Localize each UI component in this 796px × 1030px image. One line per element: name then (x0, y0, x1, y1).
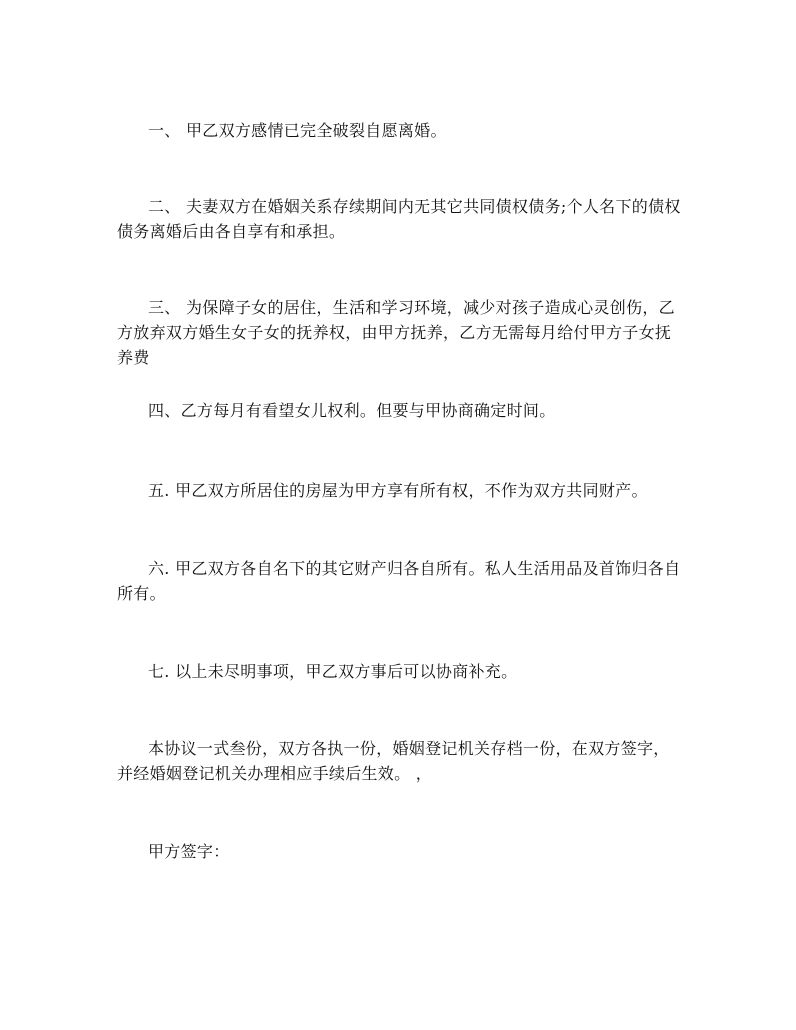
clause-7: 七. 以上未尽明事项，甲乙双方事后可以协商补充。 (148, 662, 518, 681)
clause-2: 二、 夫妻双方在婚姻关系存续期间内无其它共同债权债务;个人名下的债权债务离婚后由各自享有和承担。 (117, 197, 681, 241)
closing-paragraph: 本协议一式叁份，双方各执一份，婚姻登记机关存档一份，在双方签字，并经婚姻登记机关办理相应手续后生效。 ， (117, 739, 670, 783)
signature-label: 甲方签字： (148, 842, 230, 861)
clause-5: 五. 甲乙双方所居住的房屋为甲方享有所有权，不作为双方共同财产。 (148, 481, 648, 500)
clause-4: 四、乙方每月有看望女儿权利。但要与甲协商确定时间。 (148, 401, 556, 420)
clause-6: 六. 甲乙双方各自名下的其它财产归各自所有。私人生活用品及首饰归各自所有。 (117, 559, 681, 603)
clause-1: 一、 甲乙双方感情已完全破裂自愿离婚。 (148, 121, 447, 140)
clause-3: 三、 为保障子女的居住，生活和学习环境，减少对孩子造成心灵创伤，乙方放弃双方婚生女子女的抚养权，由甲方抚养，乙方无需每月给付甲方子女抚养费 (117, 298, 675, 367)
